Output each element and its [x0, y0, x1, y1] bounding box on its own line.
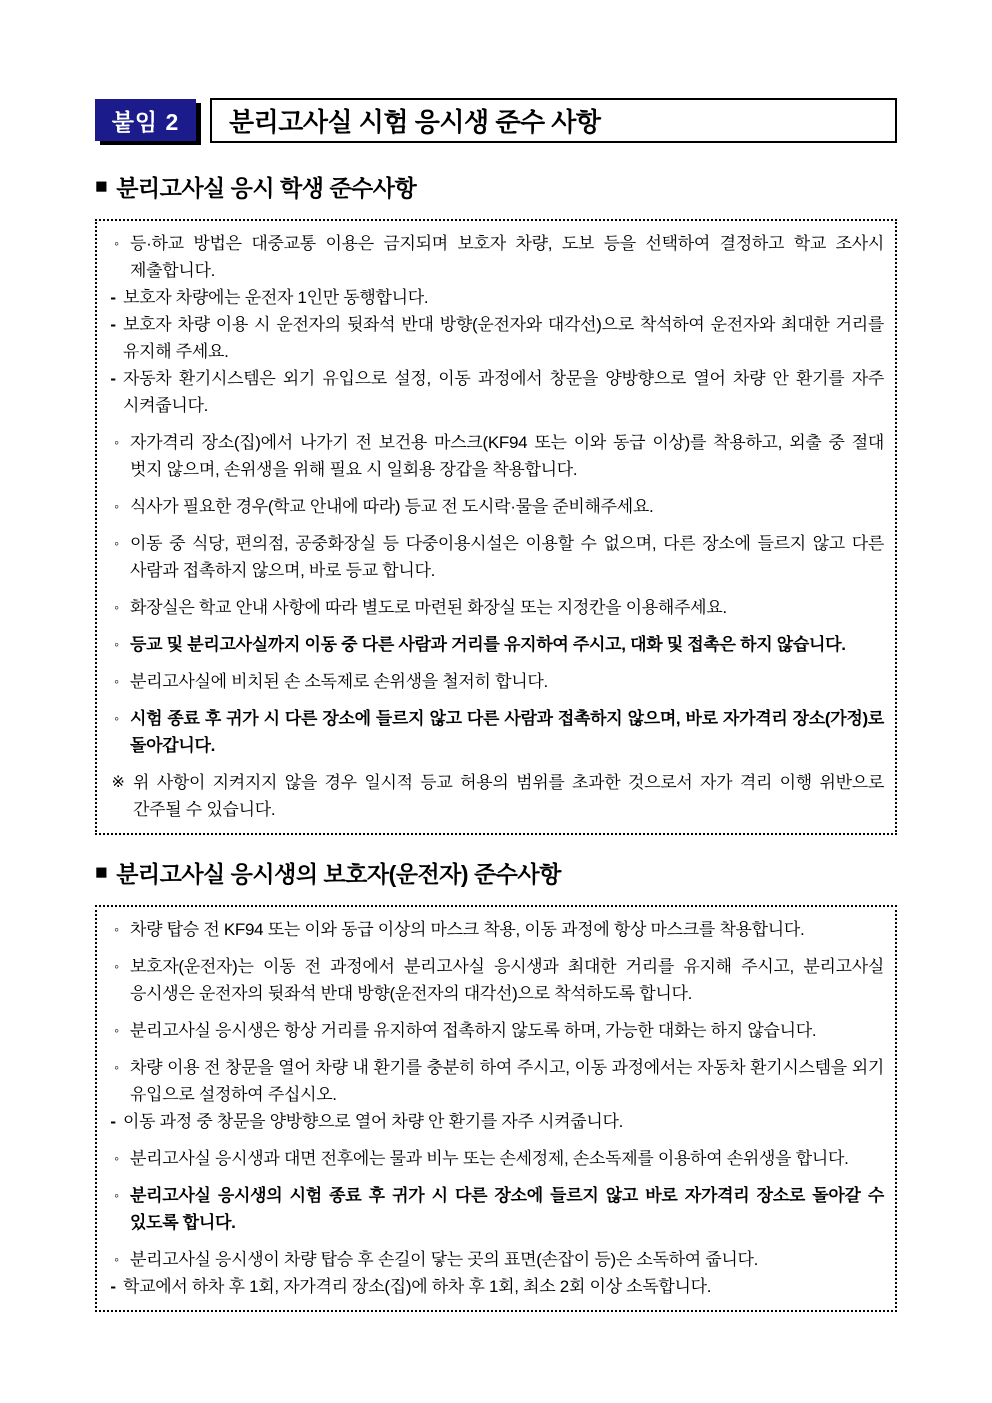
section-student-rules: [95, 170, 897, 835]
circle-bullet-icon: ◦: [114, 599, 119, 615]
rule-item: [103, 1273, 884, 1300]
rule-item: [103, 429, 884, 483]
rule-text: 시험 종료 후 귀가 시 다른 장소에 들르지 않고 다른 사람과 접촉하지 않으며, 바로 자가격리 장소(가정)로 돌아갑니다.: [130, 709, 884, 755]
rule-item: [103, 769, 884, 823]
rule-item: [103, 365, 884, 419]
rule-text: 차량 탑승 전 KF94 또는 이와 동급 이상의 마스크 착용, 이동 과정에 항상 마스크를 착용합니다.: [130, 920, 805, 939]
rule-item: [103, 530, 884, 584]
rule-item: [103, 311, 884, 365]
rule-item: [103, 668, 884, 695]
document-header: [95, 98, 897, 143]
rule-text: 화장실은 학교 안내 사항에 따라 별도로 마련된 화장실 또는 지정칸을 이용해주세요.: [130, 598, 727, 617]
page-title: 분리고사실 시험 응시생 준수 사항: [229, 107, 601, 137]
rule-item: [103, 1108, 884, 1135]
rule-item: [103, 953, 884, 1007]
circle-bullet-icon: ◦: [114, 498, 119, 514]
dash-marker: -: [110, 1277, 116, 1296]
rule-text: 등교 및 분리고사실까지 이동 중 다른 사람과 거리를 유지하여 주시고, 대화 및 접촉은 하지 않습니다.: [130, 635, 846, 654]
guardian-rules-box: [95, 905, 897, 1312]
rule-text: 이동 과정 중 창문을 양방향으로 열어 차량 안 환기를 자주 시켜줍니다.: [123, 1112, 624, 1131]
circle-bullet-icon: ◦: [114, 1187, 119, 1203]
rule-text: 학교에서 하차 후 1회, 자가격리 장소(집)에 하차 후 1회, 최소 2회 이상 소독합니다.: [123, 1277, 712, 1296]
circle-bullet-icon: ◦: [114, 710, 119, 726]
rule-item: [103, 284, 884, 311]
section-heading-text: 분리고사실 응시 학생 준수사항: [116, 175, 417, 201]
circle-bullet-icon: ◦: [114, 958, 119, 974]
rule-text: 보호자 차량 이용 시 운전자의 뒷좌석 반대 방향(운전자와 대각선)으로 착석하여 운전자와 최대한 거리를 유지해 주세요.: [123, 315, 884, 361]
circle-bullet-icon: ◦: [114, 673, 119, 689]
rule-text: 분리고사실 응시생은 항상 거리를 유지하여 접촉하지 않도록 하며, 가능한 대화는 하지 않습니다.: [130, 1021, 817, 1040]
rule-item: [103, 1145, 884, 1172]
rule-item: [103, 1017, 884, 1044]
circle-bullet-icon: ◦: [114, 636, 119, 652]
attachment-badge-label: 붙임 2: [111, 108, 180, 135]
rule-text: 분리고사실에 비치된 손 소독제로 손위생을 철저히 합니다.: [130, 672, 548, 691]
student-rules-box: [95, 219, 897, 835]
dash-marker: -: [110, 1112, 116, 1131]
black-square-icon: ■: [95, 861, 108, 884]
rule-item: [103, 1054, 884, 1108]
circle-bullet-icon: ◦: [114, 1251, 119, 1267]
rule-item: [103, 631, 884, 658]
section-guardian-rules: [95, 856, 897, 1312]
black-square-icon: ■: [95, 175, 108, 198]
dash-marker: -: [110, 369, 116, 388]
page-content: [95, 98, 897, 1333]
rule-text: 분리고사실 응시생과 대면 전후에는 물과 비누 또는 손세정제, 손소독제를 이용하여 손위생을 합니다.: [130, 1149, 849, 1168]
rule-item: [103, 230, 884, 284]
reference-mark-icon: ※: [111, 774, 125, 791]
rule-text: 분리고사실 응시생이 차량 탑승 후 손길이 닿는 곳의 표면(손잡이 등)은 소독하여 줍니다.: [130, 1250, 759, 1269]
circle-bullet-icon: ◦: [114, 1150, 119, 1166]
title-box: [210, 98, 897, 143]
circle-bullet-icon: ◦: [114, 1022, 119, 1038]
rule-item: [103, 705, 884, 759]
rule-item: [103, 916, 884, 943]
rule-text: 위 사항이 지켜지지 않을 경우 일시적 등교 허용의 범위를 초과한 것으로서 자가 격리 이행 위반으로 간주될 수 있습니다.: [133, 773, 884, 819]
section-heading: [95, 170, 897, 203]
rule-text: 등·하교 방법은 대중교통 이용은 금지되며 보호자 차량, 도보 등을 선택하여 결정하고 학교 조사시 제출합니다.: [130, 234, 884, 280]
circle-bullet-icon: ◦: [114, 921, 119, 937]
rule-text: 이동 중 식당, 편의점, 공중화장실 등 다중이용시설은 이용할 수 없으며, 다른 장소에 들르지 않고 다른 사람과 접촉하지 않으며, 바로 등교 합니다.: [130, 534, 884, 580]
rule-text: 보호자 차량에는 운전자 1인만 동행합니다.: [123, 288, 429, 307]
dash-marker: -: [110, 288, 116, 307]
circle-bullet-icon: ◦: [114, 235, 119, 251]
rule-item: [103, 493, 884, 520]
rule-text: 보호자(운전자)는 이동 전 과정에서 분리고사실 응시생과 최대한 거리를 유지해 주시고, 분리고사실 응시생은 운전자의 뒷좌석 반대 방향(운전자의 대각선)으로 착석하도록 합니다.: [130, 957, 884, 1003]
rule-item: [103, 594, 884, 621]
circle-bullet-icon: ◦: [114, 1059, 119, 1075]
circle-bullet-icon: ◦: [114, 434, 119, 450]
section-heading: [95, 856, 897, 889]
rule-item: [103, 1182, 884, 1236]
rule-text: 식사가 필요한 경우(학교 안내에 따라) 등교 전 도시락·물을 준비해주세요.: [130, 497, 654, 516]
rule-text: 차량 이용 전 창문을 열어 차량 내 환기를 충분히 하여 주시고, 이동 과정에서는 자동차 환기시스템을 외기 유입으로 설정하여 주십시오.: [130, 1058, 884, 1104]
rule-text: 자동차 환기시스템은 외기 유입으로 설정, 이동 과정에서 창문을 양방향으로 열어 차량 안 환기를 자주 시켜줍니다.: [123, 369, 884, 415]
attachment-badge: [95, 99, 196, 141]
rule-item: [103, 1246, 884, 1273]
circle-bullet-icon: ◦: [114, 535, 119, 551]
section-heading-text: 분리고사실 응시생의 보호자(운전자) 준수사항: [116, 861, 561, 887]
rule-text: 분리고사실 응시생의 시험 종료 후 귀가 시 다른 장소에 들르지 않고 바로 자가격리 장소로 돌아갈 수 있도록 합니다.: [130, 1186, 884, 1232]
dash-marker: -: [110, 315, 116, 334]
rule-text: 자가격리 장소(집)에서 나가기 전 보건용 마스크(KF94 또는 이와 동급 이상)를 착용하고, 외출 중 절대 벗지 않으며, 손위생을 위해 필요 시 일회용 장갑을 착용합니다.: [130, 433, 884, 479]
